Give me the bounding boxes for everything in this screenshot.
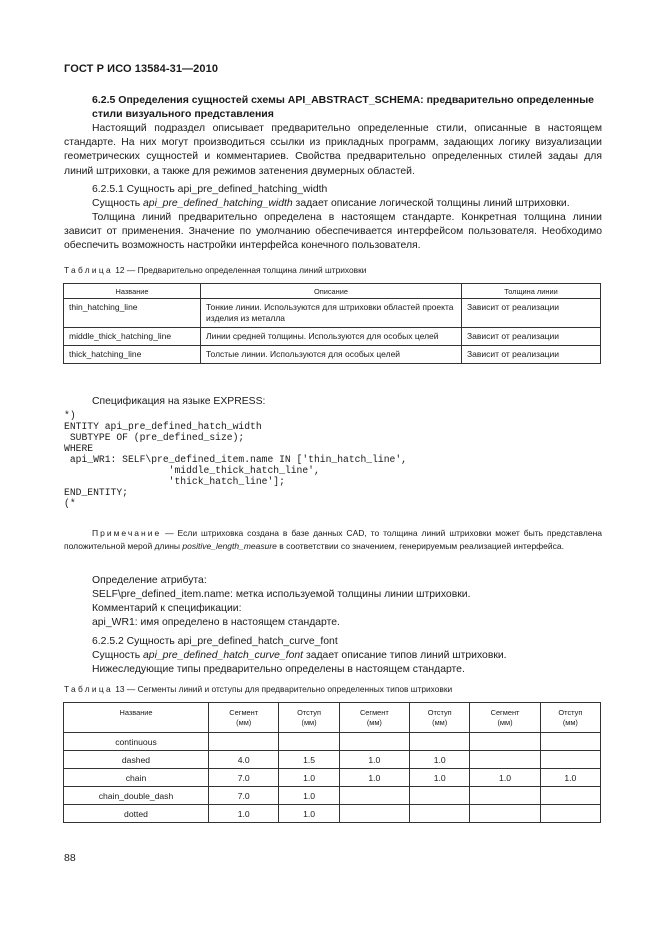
table-cell: 1.0: [410, 769, 470, 787]
table-header-name: Название: [64, 284, 201, 299]
table-header-name: Название: [64, 703, 209, 733]
table-cell: chain_double_dash: [64, 787, 209, 805]
table-row: [64, 805, 601, 823]
table-cell: 1.0: [209, 805, 279, 823]
table-cell: 4.0: [209, 751, 279, 769]
table-cell: [279, 733, 339, 751]
table-row: [64, 787, 601, 805]
table-cell: 1.0: [410, 751, 470, 769]
table-cell: 1.0: [470, 769, 540, 787]
table-row: [64, 751, 601, 769]
table-cell: middle_thick_hatching_line: [64, 328, 201, 346]
subsection-2-paragraph: Нижеследующие типы предварительно определены в настоящем стандарте.: [92, 664, 465, 675]
table-cell: [339, 805, 409, 823]
table-cell: dashed: [64, 751, 209, 769]
table-row: [64, 769, 601, 787]
table-cell: thin_hatching_line: [64, 299, 201, 328]
table-cell: 1.0: [279, 769, 339, 787]
table-header-thickness: Толщина линии: [462, 284, 601, 299]
table-cell: [410, 805, 470, 823]
express-spec-label: Спецификация на языке EXPRESS:: [92, 396, 266, 407]
table-header-gap: Отступ (мм): [540, 703, 600, 733]
table-cell: [470, 733, 540, 751]
table-cell: [470, 751, 540, 769]
subsection-2-definition: Сущность api_pre_defined_hatch_curve_font задает описание типов линий штриховки.: [92, 650, 507, 661]
subsection-title-2: 6.2.5.2 Сущность api_pre_defined_hatch_curve_font: [92, 636, 338, 647]
note: Примечание — Если штриховка создана в базе данных CAD, то толщина линий штриховки может быть представлена положительной мерой длины positive_length_measure в соответствии со значением, генерируемым реализацией интерфейса.: [64, 528, 602, 551]
table-cell: [339, 733, 409, 751]
attribute-definition-item: SELF\pre_defined_item.name: метка используемой толщины линии штриховки.: [92, 589, 471, 600]
table-header-gap: Отступ (мм): [410, 703, 470, 733]
page-number: 88: [64, 852, 76, 864]
table-cell: dotted: [64, 805, 209, 823]
spec-comment-item: api_WR1: имя определено в настоящем стандарте.: [92, 617, 340, 628]
subsection-1-definition: Сущность api_pre_defined_hatching_width задает описание логической толщины линий штриховки.: [92, 198, 570, 209]
table-row: [64, 299, 601, 328]
section-intro: Настоящий подраздел описывает предварительно определенные стили, описанные в настоящем стандарте. На них могут производиться ссылки из прикладных программ, задающих логику визуализации геометрических сущностей и комментариев. Свойства предварительно определенных стилей задаы для линий штриховки, а также для режимов затенения двумерных областей.: [64, 123, 602, 177]
table-cell: 7.0: [209, 787, 279, 805]
table-cell: [410, 733, 470, 751]
table-cell: [540, 787, 600, 805]
table-cell: [470, 787, 540, 805]
table-cell: [540, 805, 600, 823]
attribute-definition-label: Определение атрибута:: [92, 575, 207, 586]
table-cell: Зависит от реализации: [462, 299, 601, 328]
table-cell: 1.0: [540, 769, 600, 787]
table-cell: [540, 733, 600, 751]
table-row: [64, 328, 601, 346]
table-cell: [209, 733, 279, 751]
table-cell: 1.0: [279, 787, 339, 805]
table-cell: [540, 751, 600, 769]
table-cell: Толстые линии. Используются для особых целей: [201, 346, 462, 364]
table-cell: [339, 787, 409, 805]
table-12-caption: Таблица 12 — Предварительно определенная толщина линий штриховки: [64, 265, 367, 275]
table-cell: chain: [64, 769, 209, 787]
table-12: [63, 283, 601, 364]
table-cell: continuous: [64, 733, 209, 751]
subsection-title-1: 6.2.5.1 Сущность api_pre_defined_hatching_width: [92, 184, 328, 195]
table-cell: 7.0: [209, 769, 279, 787]
subsection-1-paragraph: Толщина линий предварительно определена в настоящем стандарте. Конкретная толщина линии зависит от применения. Значение по умолчанию обеспечивается интерфейсом пользователя. Необходимо обеспечить возможность настройки интерфейса конечного пользователя.: [64, 212, 602, 252]
table-cell: Зависит от реализации: [462, 328, 601, 346]
table-header-segment: Сегмент (мм): [339, 703, 409, 733]
table-cell: 1.0: [339, 769, 409, 787]
spec-comment-label: Комментарий к спецификации:: [92, 603, 242, 614]
document-header: ГОСТ Р ИСО 13584-31—2010: [64, 63, 219, 75]
table-cell: Тонкие линии. Используются для штриховки областей проекта изделия из металла: [201, 299, 462, 328]
table-cell: 1.0: [279, 805, 339, 823]
table-header-segment: Сегмент (мм): [470, 703, 540, 733]
table-cell: [470, 805, 540, 823]
table-cell: Линии средней толщины. Используются для особых целей: [201, 328, 462, 346]
table-header-description: Описание: [201, 284, 462, 299]
table-cell: thick_hatching_line: [64, 346, 201, 364]
table-cell: 1.0: [339, 751, 409, 769]
express-code-block: *) ENTITY api_pre_defined_hatch_width SUBTYPE OF (pre_defined_size); WHERE api_WR1: SELF\pre_defined_item.name IN ['thin_hatch_line', 'middle_thick_hatch_line', 'thick_hatch_line']; END_ENTITY; (*: [64, 410, 407, 509]
table-cell: Зависит от реализации: [462, 346, 601, 364]
table-cell: 1.5: [279, 751, 339, 769]
table-13: [63, 702, 601, 823]
table-row: [64, 733, 601, 751]
table-cell: [410, 787, 470, 805]
section-heading: 6.2.5 Определения сущностей схемы API_ABSTRACT_SCHEMA: предварительно определенные стили визуального представления: [92, 94, 595, 120]
table-header-gap: Отступ (мм): [279, 703, 339, 733]
table-header-segment: Сегмент (мм): [209, 703, 279, 733]
table-row: [64, 346, 601, 364]
table-13-caption: Таблица 13 — Сегменты линий и отступы для предварительно определенных типов штриховки: [64, 684, 453, 694]
